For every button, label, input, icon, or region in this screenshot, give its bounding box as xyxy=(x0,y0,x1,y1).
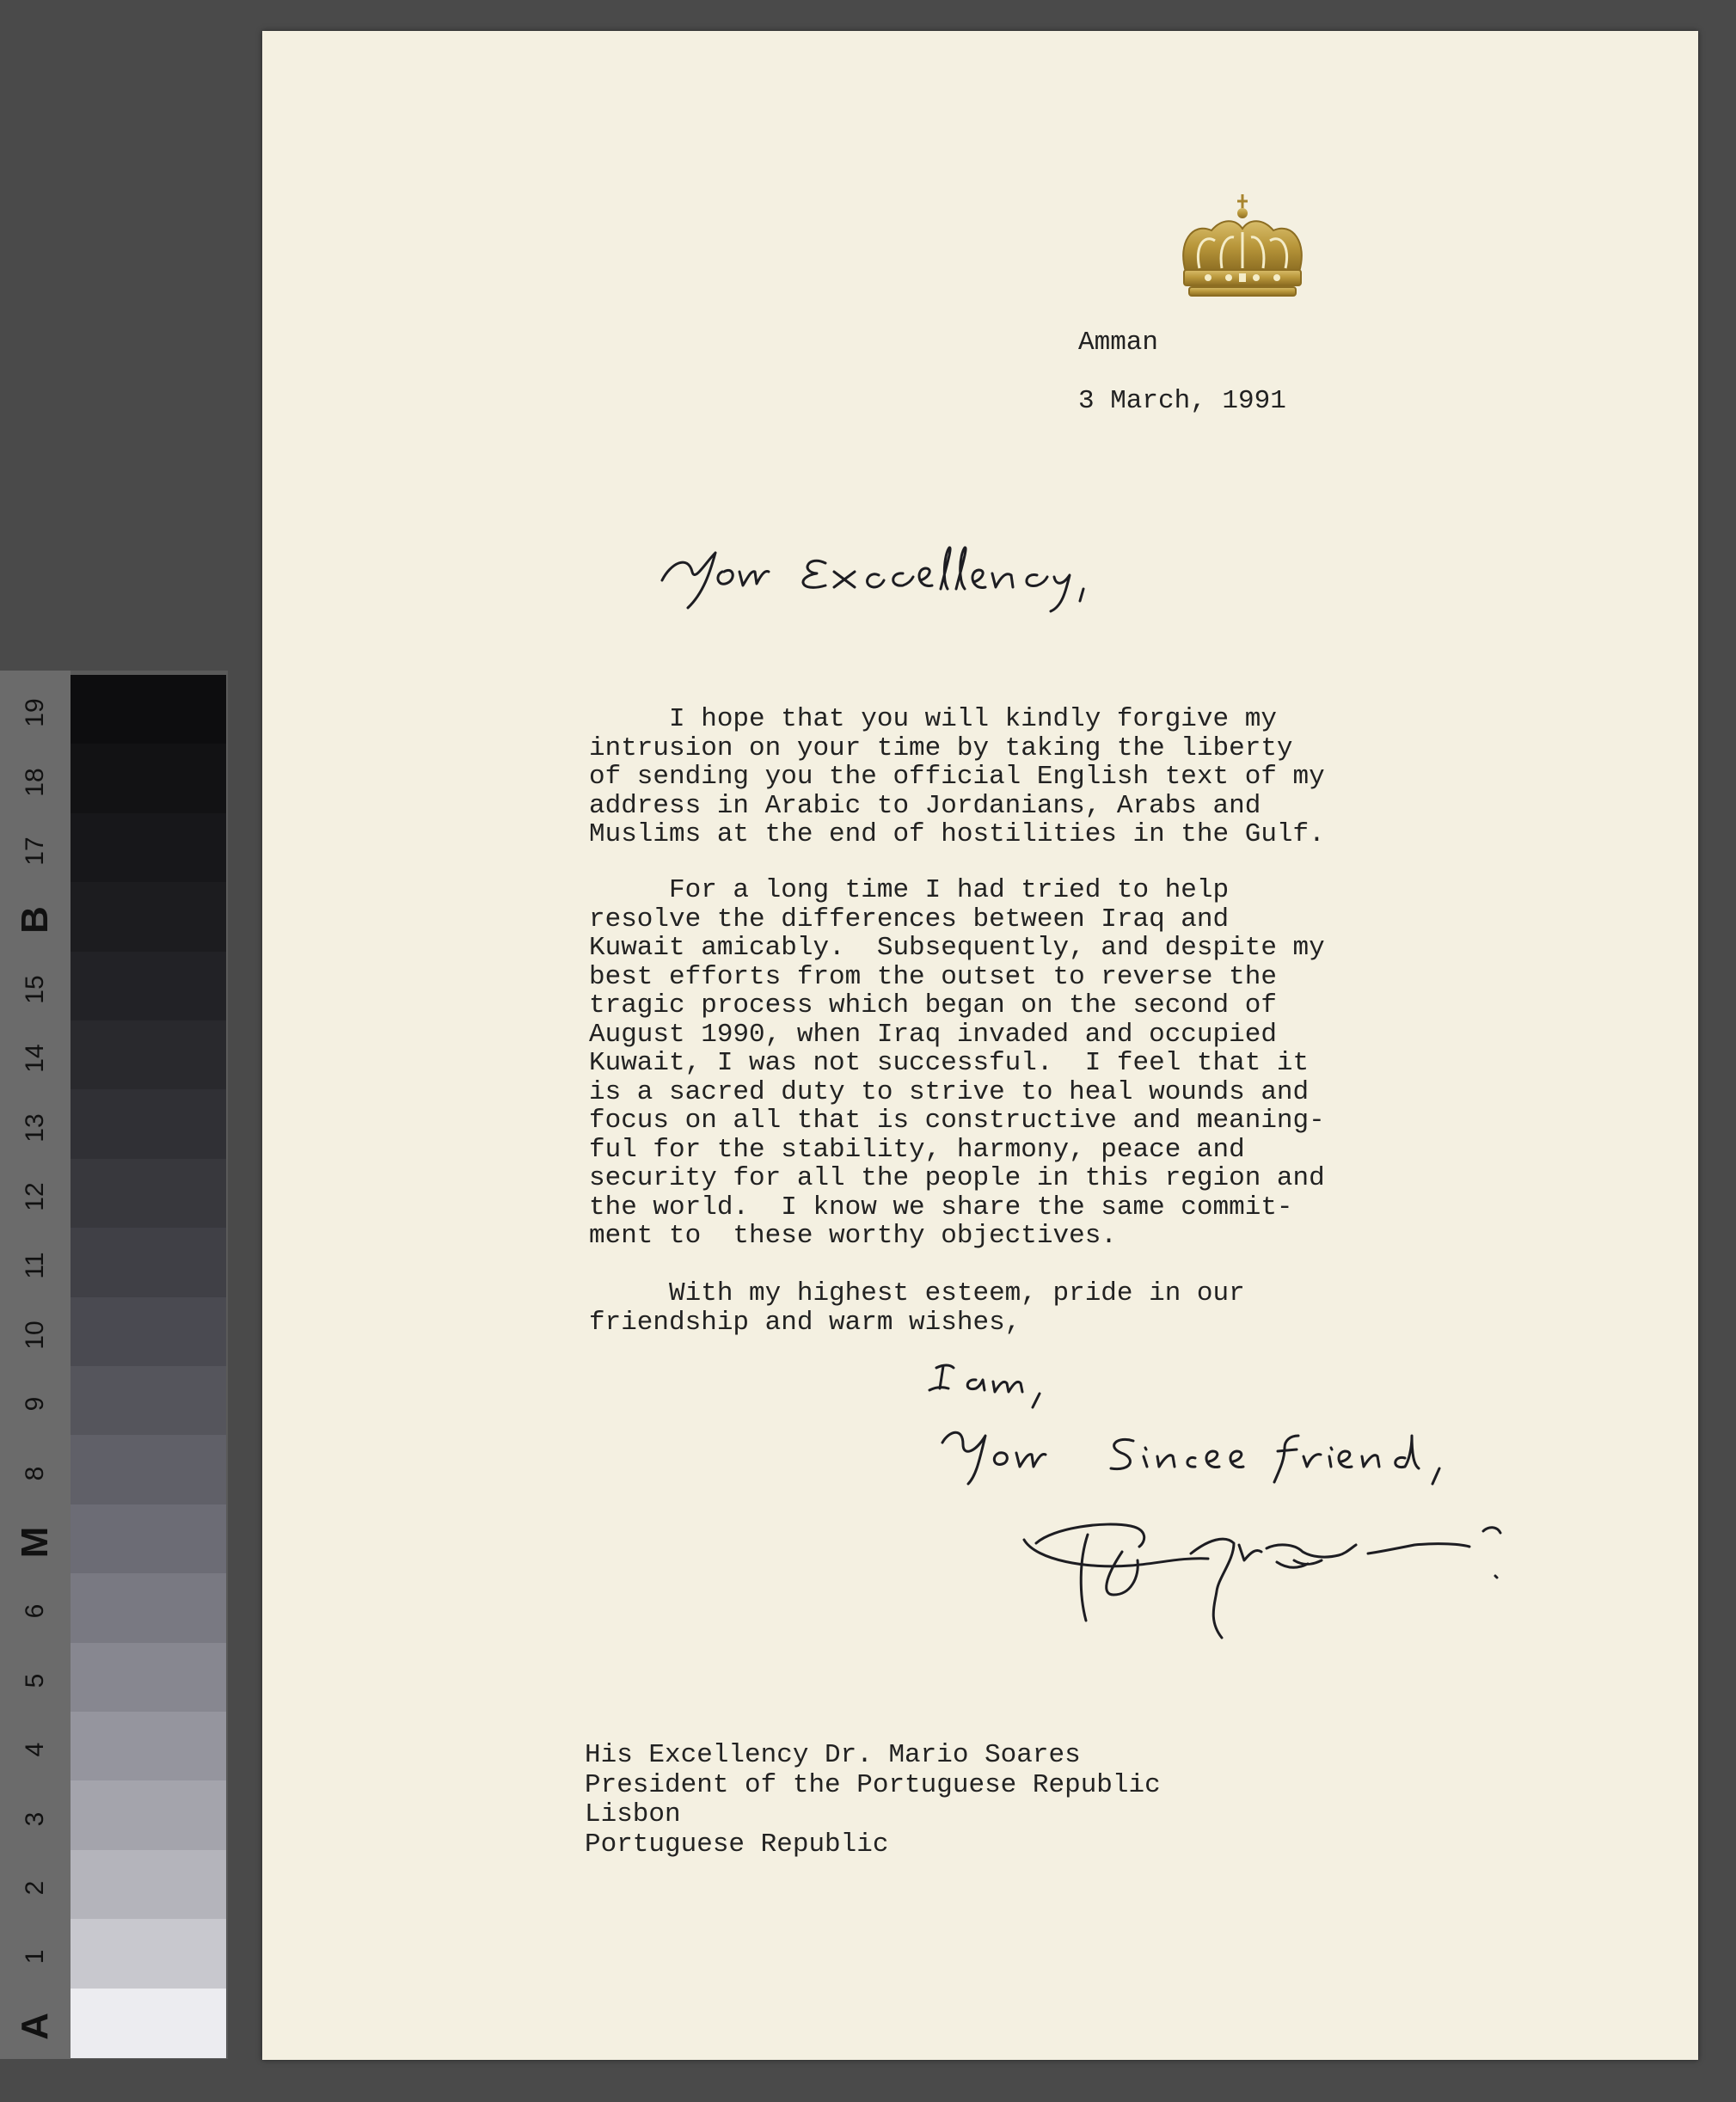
scale-label: 18 xyxy=(21,767,49,797)
grey-patch xyxy=(71,1089,226,1159)
handwritten-salutation xyxy=(653,529,1118,615)
scale-label: 14 xyxy=(21,1044,49,1073)
grey-patch xyxy=(71,1919,226,1989)
grey-patch xyxy=(71,675,226,745)
scale-label: 4 xyxy=(21,1742,49,1757)
recipient-line-4: Portuguese Republic xyxy=(585,1829,889,1860)
scale-label: 1 xyxy=(21,1950,49,1964)
grey-patch xyxy=(71,1020,226,1090)
scale-label: 13 xyxy=(21,1112,49,1143)
grey-patch xyxy=(71,1780,226,1850)
scale-label: 12 xyxy=(21,1182,49,1211)
body-paragraph-3: With my highest esteem, pride in our friendship and warm wishes, xyxy=(589,1278,1245,1338)
recipient-address xyxy=(585,1741,1161,1860)
scale-label: 8 xyxy=(21,1466,49,1480)
handwritten-closing-i-am xyxy=(924,1354,1079,1414)
royal-crown-emblem-icon xyxy=(1174,193,1311,304)
grey-patch xyxy=(71,1573,226,1643)
body-paragraph-1: I hope that you will kindly forgive my intrusion on your time by taking the liberty of sending you the official English text of my address in Arabic to Jordanians, Arabs and Muslims at the end of hostilities in the Gulf. xyxy=(589,704,1325,849)
body-paragraph-2: For a long time I had tried to help resolve the differences between Iraq and Kuwait amicably. Subsequently, and despite my best efforts from the outset to reverse the tragic process which began on the second of August 1990, when Iraq invaded and occupied Kuwait, I was not successful. I feel that it is a sacred duty to strive to heal wounds and focus on all that is constructive and meaning- ful for the stability, harmony, peace and security for all the people in this region and the world. I know we share the same commit- ment to these worthy objectives. xyxy=(589,875,1325,1251)
scale-label: 19 xyxy=(21,698,49,727)
grey-patch xyxy=(71,1712,226,1781)
scale-ruler xyxy=(0,671,71,2059)
handwritten-closing-friend xyxy=(937,1419,1505,1487)
grey-patch xyxy=(71,813,226,883)
color-reference-card xyxy=(0,671,228,2059)
grey-patch xyxy=(71,1159,226,1229)
grey-patch xyxy=(71,1366,226,1436)
scale-label: 11 xyxy=(21,1252,49,1279)
signature-image xyxy=(1019,1509,1509,1638)
grey-patch xyxy=(71,1228,226,1297)
grey-patch xyxy=(71,1989,226,2058)
grey-patches xyxy=(71,675,226,2057)
grey-patch xyxy=(71,882,226,952)
recipient-line-1: His Excellency Dr. Mario Soares xyxy=(585,1740,1081,1770)
letter-place: Amman xyxy=(1078,328,1159,358)
grey-patch xyxy=(71,1850,226,1920)
recipient-line-3: Lisbon xyxy=(585,1799,681,1829)
letter-date: 3 March, 1991 xyxy=(1078,386,1286,416)
grey-patch xyxy=(71,1504,226,1574)
scale-label: A xyxy=(14,2012,56,2040)
recipient-line-2: President of the Portuguese Republic xyxy=(585,1769,1161,1800)
grey-patch xyxy=(71,744,226,813)
scale-label: 17 xyxy=(21,837,49,866)
scale-label: 9 xyxy=(21,1396,49,1412)
scale-label: 3 xyxy=(21,1811,49,1826)
scale-label: B xyxy=(14,906,56,935)
scale-label: 5 xyxy=(21,1673,49,1688)
scale-label: 10 xyxy=(21,1321,49,1350)
scale-label: M xyxy=(14,1526,56,1559)
grey-patch xyxy=(71,1297,226,1367)
scale-label: 2 xyxy=(21,1880,49,1896)
grey-patch xyxy=(71,1643,226,1713)
grey-patch xyxy=(71,952,226,1021)
scale-label: 15 xyxy=(21,975,49,1004)
scale-label: 6 xyxy=(21,1604,49,1619)
grey-patch xyxy=(71,1435,226,1504)
